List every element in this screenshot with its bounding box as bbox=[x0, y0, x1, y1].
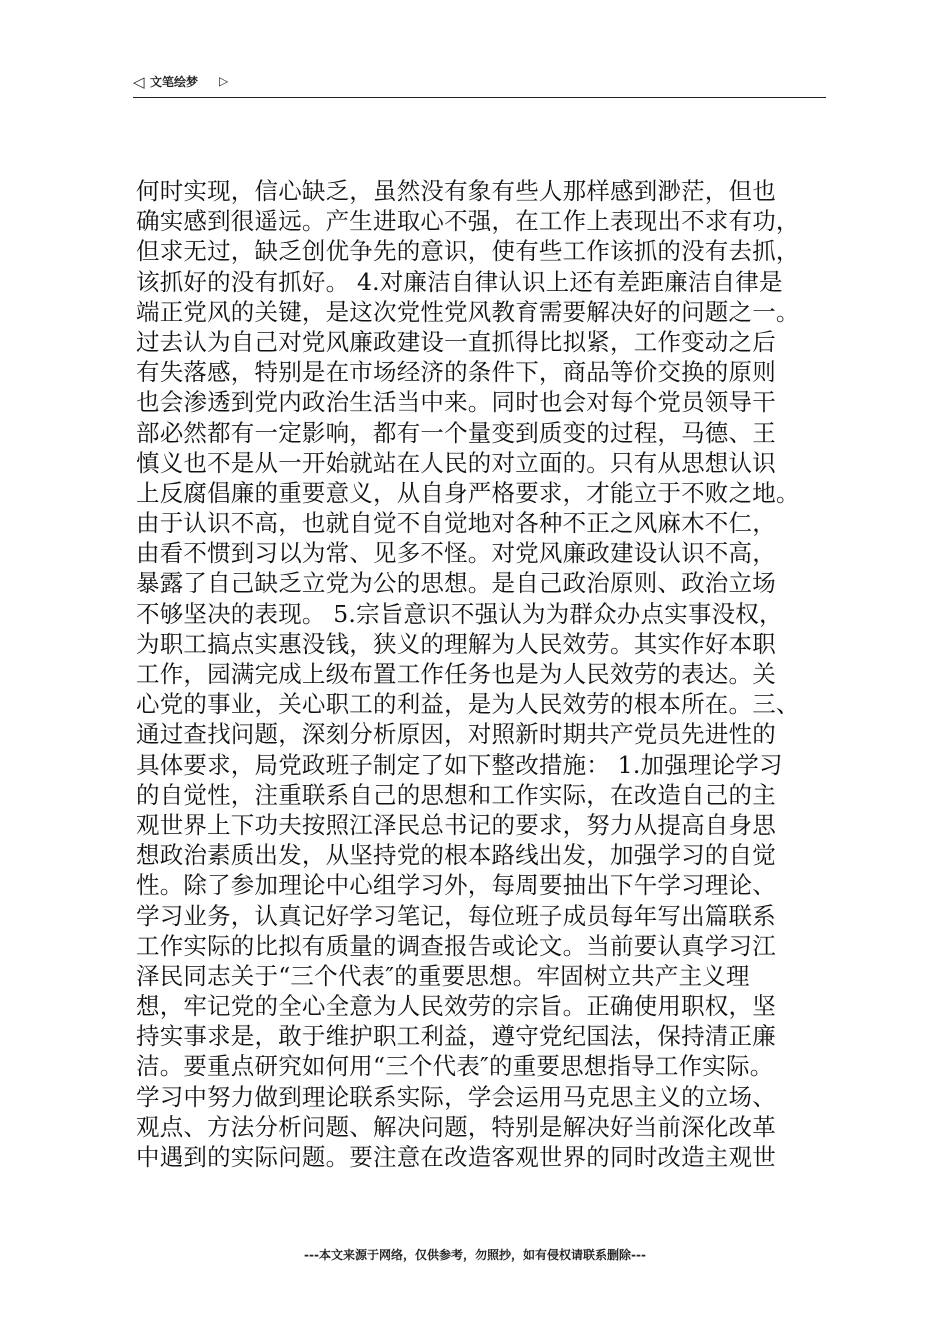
body-line: 也会渗透到党内政治生活当中来。同时也会对每个党员领导干 bbox=[136, 388, 776, 417]
triangle-right-icon: ▷ bbox=[219, 74, 229, 88]
body-line: 为职工搞点实惠没钱，狭义的理解为人民效劳。其实作好本职 bbox=[136, 629, 776, 658]
body-line: 的自觉性，注重联系自己的思想和工作实际，在改造自己的主 bbox=[136, 780, 776, 809]
body-line: 暴露了自己缺乏立党为公的思想。是自己政治原则、政治立场 bbox=[136, 569, 776, 598]
body-line: 泽民同志关于“三个代表″的重要思想。牢固树立共产主义理 bbox=[136, 961, 750, 990]
body-line: 性。除了参加理论中心组学习外，每周要抽出下午学习理论、 bbox=[136, 871, 776, 900]
body-line: 慎义也不是从一开始就站在人民的对立面的。只有从思想认识 bbox=[136, 448, 776, 477]
header-title: 文笔绘梦 bbox=[150, 75, 199, 89]
page-footer-disclaimer: ---本文来源于网络，仅供参考，勿照抄，如有侵权请联系删除--- bbox=[304, 1248, 646, 1262]
body-line: 由看不惯到习以为常、见多不怪。对党风廉政建设认识不高， bbox=[136, 539, 776, 568]
body-line: 过去认为自己对党风廉政建设一直抓得比拟紧，工作变动之后 bbox=[136, 327, 776, 356]
body-line: 中遇到的实际问题。要注意在改造客观世界的同时改造主观世 bbox=[136, 1143, 776, 1171]
body-line: 通过查找问题，深刻分析原因，对照新时期共产党员先进性的 bbox=[136, 720, 776, 749]
body-line: 观世界上下功夫按照江泽民总书记的要求，努力从提高自身思 bbox=[136, 810, 776, 839]
body-line: 由于认识不高，也就自觉不自觉地对各种不正之风麻木不仁， bbox=[136, 509, 776, 538]
body-line: 但求无过，缺乏创优争先的意识，使有些工作该抓的没有去抓， bbox=[136, 237, 800, 266]
body-line: 具体要求，局党政班子制定了如下整改措施： 1.加强理论学习 bbox=[136, 750, 783, 779]
body-line: 观点、方法分析问题、解决问题，特别是解决好当前深化改革 bbox=[136, 1112, 776, 1141]
body-line: 工作，园满完成上级布置工作任务也是为人民效劳的表达。关 bbox=[136, 660, 776, 688]
body-line: 洁。要重点研究如何用“三个代表″的重要思想指导工作实际。 bbox=[136, 1052, 774, 1081]
page-header bbox=[133, 68, 826, 98]
body-line: 学习中努力做到理论联系实际，学会运用马克思主义的立场、 bbox=[136, 1082, 776, 1111]
body-line: 端正党风的关键，是这次党性党风教育需要解决好的问题之一。 bbox=[136, 297, 800, 326]
body-line: 部必然都有一定影响，都有一个量变到质变的过程，马德、王 bbox=[136, 418, 776, 447]
body-line: 学习业务，认真记好学习笔记，每位班子成员每年写出篇联系 bbox=[136, 901, 776, 930]
body-line: 不够坚决的表现。 5.宗旨意识不强认为为群众办点实事没权， bbox=[136, 599, 783, 628]
body-line: 心党的事业，关心职工的利益，是为人民效劳的根本所在。三、 bbox=[136, 690, 800, 719]
body-line: 工作实际的比拟有质量的调查报告或论文。当前要认真学习江 bbox=[136, 931, 776, 960]
body-line: 想，牢记党的全心全意为人民效劳的宗旨。正确使用职权，坚 bbox=[136, 992, 776, 1021]
body-line: 有失落感，特别是在市场经济的条件下，商品等价交换的原则 bbox=[136, 358, 776, 387]
body-line: 何时实现，信心缺乏，虽然没有象有些人那样感到渺茫，但也 bbox=[136, 177, 776, 205]
body-line: 想政治素质出发，从坚持党的根本路线出发，加强学习的自觉 bbox=[136, 841, 776, 870]
triangle-left-icon: ◁ bbox=[133, 73, 145, 91]
body-line: 上反腐倡廉的重要意义，从自身严格要求，才能立于不败之地。 bbox=[136, 478, 800, 507]
body-line: 该抓好的没有抓好。 4.对廉洁自律认识上还有差距廉洁自律是 bbox=[136, 267, 783, 296]
body-line: 持实事求是，敢于维护职工利益，遵守党纪国法，保持清正廉 bbox=[136, 1022, 776, 1051]
body-line: 确实感到很遥远。产生进取心不强，在工作上表现出不求有功， bbox=[136, 207, 800, 236]
document-body bbox=[136, 176, 830, 1172]
